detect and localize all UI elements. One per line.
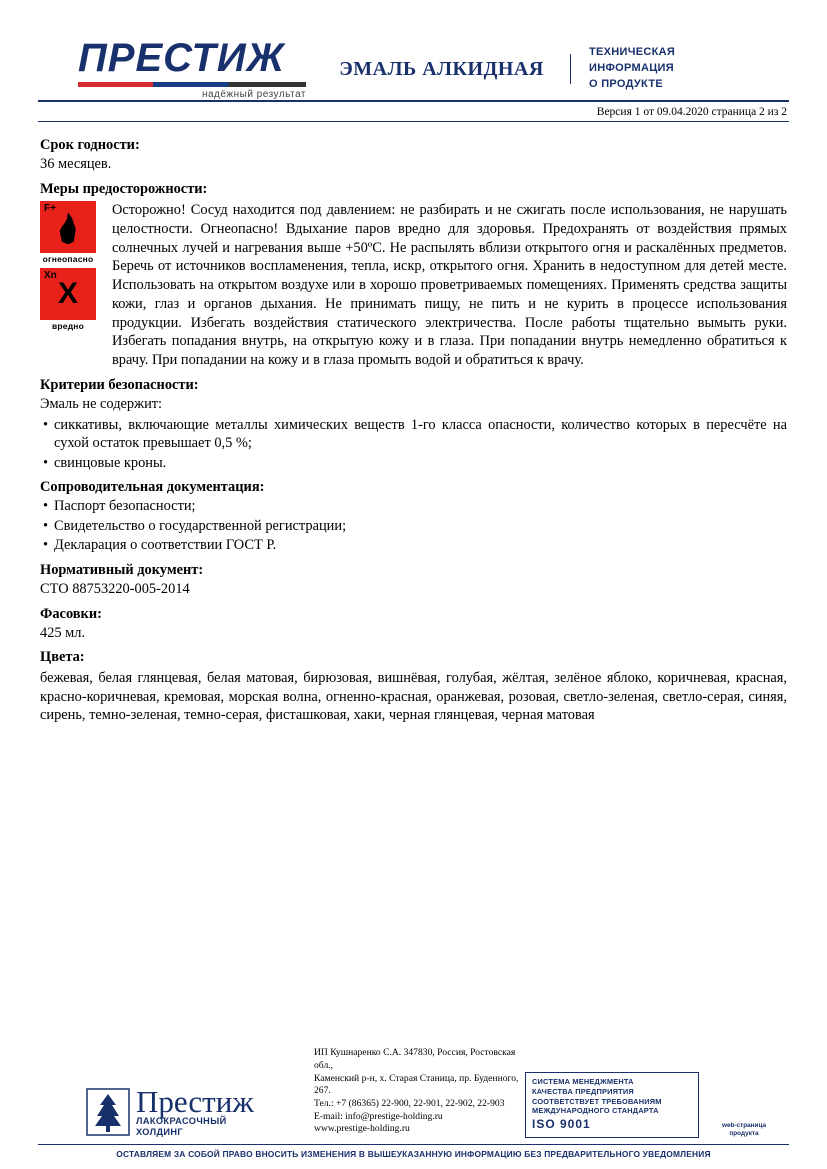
pictogram-flammable — [40, 201, 96, 265]
document-header — [38, 0, 789, 100]
iso-badge — [525, 1072, 699, 1138]
precautions-text: Осторожно! Сосуд находится под давлением: не разбирать и не сжигать после использования, не нарушать целостности. Огнеопасно! Вдыхание паров вредно для здоровья. Предохранять от воздействия прямых солнечных лучей и нагревания выше +50ºС. Не распылять вблизи открытого огня и раскалённых предметов. Беречь от источников воспламенения, тепла, искр, открытого огня. Хранить в недоступном для детей месте. Использовать на открытом воздухе или в хорошо проветриваемых помещениях. Применять средства защиты кожи, глаз и органов дыхания. Не принимать пищу, не пить и не курить в процессе использования продукции. Избегать воздействия статического электричества. После работы тщательно вымыть руки. Избегать попадания внутрь, на открытую кожу и в глаза. При попадании внутрь немедленно обратиться к врачу. При попадании на кожу и в глаза промыть водой и обратиться к врачу. — [112, 202, 787, 369]
shelf-life-heading: Срок годности: — [40, 137, 140, 153]
pictogram-harmful — [40, 268, 96, 332]
shelf-life-value: 36 месяцев. — [40, 156, 112, 173]
address-line-5: www.prestige-holding.ru — [314, 1123, 410, 1135]
address-line-3: Тел.: +7 (86365) 22-900, 22-901, 22-902, 22-903 — [314, 1098, 505, 1110]
safety-list — [40, 416, 787, 472]
brand-logo-word: ПРЕСТИЖ — [78, 36, 285, 80]
flammable-code: F+ — [44, 203, 56, 215]
iso-standard: ISO 9001 — [532, 1117, 591, 1132]
list-item: • сиккативы, включающие металлы химических веществ 1-го класса опасности, количество которых в пересчёте на сухой остаток превышает 0,5 %; — [54, 416, 787, 453]
footer-logo-sub2: ХОЛДИНГ — [136, 1126, 184, 1137]
safety-heading: Критерии безопасности: — [40, 376, 199, 393]
harmful-icon — [40, 268, 96, 320]
qr-code-icon — [718, 1069, 770, 1121]
flame-icon — [55, 212, 81, 244]
address-line-1: ИП Кушнаренко С.А. 347830, Россия, Ростовская обл., — [314, 1047, 516, 1072]
header-divider — [570, 54, 571, 84]
list-item: • Свидетельство о государственной регистрации; — [54, 517, 787, 535]
standard-heading: Нормативный документ: — [40, 561, 204, 578]
header-subtitle-line3: О ПРОДУКТЕ — [589, 77, 663, 90]
version-line: Версия 1 от 09.04.2020 страница 2 из 2 — [596, 106, 787, 118]
packing-heading: Фасовки: — [40, 605, 102, 622]
precautions-block — [40, 201, 787, 369]
colors-heading: Цвета: — [40, 649, 85, 666]
qr-caption-2: продукта — [729, 1130, 759, 1138]
qr-caption-1: web-страница — [721, 1121, 767, 1129]
precautions-heading: Меры предосторожности: — [40, 180, 208, 197]
document-content — [38, 122, 789, 725]
header-subtitle-line1: ТЕХНИЧЕСКАЯ — [589, 46, 676, 59]
iso-line-3: СООТВЕТСТВУЕТ ТРЕБОВАНИЯМ — [532, 1096, 662, 1106]
tree-icon — [86, 1088, 130, 1136]
brand-logo-tagline: надёжный результат — [201, 89, 306, 100]
address-line-2: Каменский р-н, х. Старая Станица, пр. Буденного, 267. — [314, 1072, 519, 1097]
list-item: • свинцовые кроны. — [54, 454, 787, 472]
iso-line-1: СИСТЕМА МЕНЕДЖМЕНТА — [532, 1077, 634, 1087]
brand-logo — [78, 38, 323, 100]
document-footer — [0, 1047, 827, 1169]
docs-list — [40, 497, 787, 554]
address-line-4: E-mail: info@prestige-holding.ru — [314, 1110, 443, 1122]
list-item: • Декларация о соответствии ГОСТ Р. — [54, 536, 787, 554]
harmful-code: Xn — [44, 270, 57, 282]
iso-line-4: МЕЖДУНАРОДНОГО СТАНДАРТА — [532, 1106, 659, 1116]
header-subtitle-line2: ИНФОРМАЦИЯ — [589, 62, 674, 75]
harmful-label: вредно — [51, 321, 85, 332]
footer-logo-sub1: ЛАКОКРАСОЧНЫЙ — [136, 1115, 227, 1126]
colors-value: бежевая, белая глянцевая, белая матовая, бирюзовая, вишнёвая, голубая, жёлтая, зелёное яблоко, коричневая, красная, красно-коричневая, кремовая, морская волна, огненно-красная, оранжевая, розовая, светло-зеленая, светло-серая, синяя, сирень, темно-зеленая, темно-серая, фисташковая, хаки, черная глянцевая, черная матовая — [40, 669, 787, 724]
footer-logo — [86, 1083, 306, 1139]
packing-value: 425 мл. — [40, 625, 86, 642]
footer-logo-word: Престиж — [136, 1083, 254, 1119]
footer-inner — [38, 1047, 789, 1144]
header-subtitle — [589, 45, 789, 93]
flammable-label: огнеопасно — [42, 254, 94, 265]
docs-heading: Сопроводительная документация: — [40, 478, 265, 495]
hazard-pictograms — [40, 201, 104, 335]
brand-logo-rule — [78, 82, 306, 87]
footer-address — [306, 1047, 525, 1138]
footer-disclaimer: ОСТАВЛЯЕМ ЗА СОБОЙ ПРАВО ВНОСИТЬ ИЗМЕНЕНИЯ В ВЫШЕУКАЗАННУЮ ИНФОРМАЦИЮ БЕЗ ПРЕДВАРИТЕЛЬНОГО УВЕДОМЛЕНИЯ — [116, 1149, 711, 1159]
qr-block — [709, 1069, 779, 1138]
footer-logo-text — [136, 1083, 254, 1139]
page-title: ЭМАЛЬ АЛКИДНАЯ — [339, 57, 544, 80]
cross-icon: X — [57, 277, 79, 311]
safety-intro: Эмаль не содержит: — [40, 396, 163, 413]
standard-value: СТО 88753220-005-2014 — [40, 581, 190, 598]
flammable-icon — [40, 201, 96, 253]
iso-line-2: КАЧЕСТВА ПРЕДПРИЯТИЯ — [532, 1086, 634, 1096]
list-item: • Паспорт безопасности; — [54, 497, 787, 515]
